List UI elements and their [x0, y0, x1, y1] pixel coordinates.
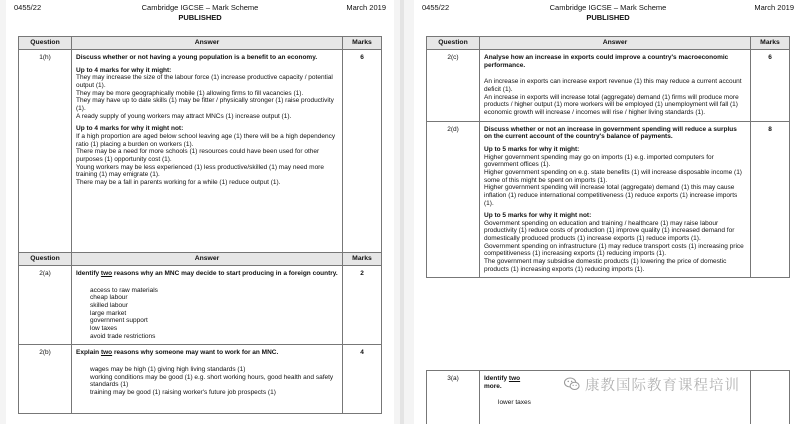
- mark-scheme-table-1h: [18, 36, 382, 257]
- answer-line: There may be a need for more schools (1) resources could have been used for other purposes (1) opportunity cost (1).: [76, 148, 320, 163]
- answer-cell: [72, 266, 343, 345]
- question-post: more.: [484, 382, 502, 390]
- question-post: reasons why someone may want to work for an MNC.: [112, 349, 279, 357]
- marks-value: 6: [343, 50, 382, 257]
- answer-line: They may be more geographically mobile (1) allowing firms to fill vacancies (1).: [76, 89, 304, 97]
- question-text: Discuss whether or not an increase in government spending will reduce a surplus on the current account of the country's balance of payments.: [484, 125, 737, 141]
- question-emphasis: two: [100, 270, 113, 278]
- list-item: government support: [90, 317, 148, 325]
- list-item: large market: [90, 309, 127, 317]
- question-emphasis: two: [100, 349, 113, 357]
- header-center: [422, 3, 794, 22]
- question-number: 1(h): [19, 50, 72, 257]
- list-item: cheap labour: [90, 294, 128, 302]
- col-answer: Answer: [480, 37, 751, 50]
- question-number: 2(d): [427, 121, 480, 278]
- mark-scheme-table-2a: [18, 252, 382, 414]
- list-item: access to raw materials: [90, 286, 158, 294]
- answer-line: An increase in exports can increase export revenue (1) this may reduce a current account deficit (1).: [484, 78, 742, 93]
- wechat-icon: [563, 375, 581, 393]
- answer-line: The government may subsidise domestic products (1) lowering the price of domestic products (1) increasing exports (1) reducing imports (1).: [484, 258, 727, 273]
- table-row: [427, 121, 790, 278]
- marks-value: 2: [343, 266, 382, 345]
- question-pre: Explain: [76, 349, 101, 357]
- table-header-row: [427, 37, 790, 50]
- list-item: lower taxes: [498, 399, 531, 407]
- col-marks: Marks: [343, 253, 382, 266]
- table-row: [19, 266, 382, 345]
- marks-value: 6: [751, 50, 790, 122]
- question-pre: Identify: [76, 270, 101, 278]
- table-row: [19, 50, 382, 257]
- question-text: Analyse how an increase in exports could improve a country's macroeconomic performance.: [484, 54, 729, 69]
- watermark: [563, 373, 795, 395]
- marks-value: 8: [751, 121, 790, 278]
- subheading: Up to 4 marks for why it might:: [76, 66, 172, 74]
- answer-cell: [480, 50, 751, 122]
- table-row: [19, 345, 382, 414]
- question-number: 2(c): [427, 50, 480, 122]
- answer-line: Government spending on infrastructure (1) may reduce transport costs (1) increasing price competitiveness (1) increasing exports (1) reducing imports (1).: [484, 242, 744, 258]
- list-item: low taxes: [90, 324, 118, 332]
- page-header: [422, 3, 794, 27]
- answer-cell: [72, 345, 343, 414]
- col-answer: Answer: [72, 253, 343, 266]
- list-item: wages may be high (1) giving high living standards (1): [90, 365, 246, 373]
- answer-line: An increase in exports will increase total (aggregate) demand (1) firms will produce more products / higher output (1) more workers will be employed (1) unemployment will fall (1) economic growth will increase / incomes will rise / higher living standards (1).: [484, 93, 739, 116]
- col-marks: Marks: [343, 37, 382, 50]
- list-item: working conditions may be good (1) e.g. short working hours, good health and safety standards (1): [90, 373, 334, 389]
- list-item: skilled labour: [90, 301, 128, 309]
- header-title: Cambridge IGCSE – Mark Scheme: [141, 3, 259, 12]
- col-question: Question: [19, 253, 72, 266]
- answer-line: Higher government spending will increase total (aggregate) demand (1) this may cause inflation (1) reduce international competitiveness (1) reduce exports (1) increase imports (1).: [484, 184, 738, 207]
- table-header-row: [19, 37, 382, 50]
- watermark-text: 康教国际教育课程培训: [585, 377, 740, 394]
- answer-line: Higher government spending may go on imports (1) e.g. imported computers for government offices (1).: [484, 153, 714, 169]
- header-published: PUBLISHED: [178, 13, 222, 22]
- question-text: [76, 349, 338, 357]
- answer-line: Young workers may be less experienced (1) less productive/skilled (1) may need more training (1) may emigrate (1).: [76, 163, 324, 179]
- page-right: [414, 0, 800, 424]
- syllabus-code: 0455/22: [422, 3, 450, 12]
- subheading: Up to 5 marks for why it might:: [484, 145, 580, 153]
- answer-line: They may have up to date skills (1) may be fitter / physically stronger (1) raise productivity (1).: [76, 97, 334, 112]
- marks-value: 4: [343, 345, 382, 414]
- page-divider: [400, 0, 404, 424]
- exam-date: March 2019: [346, 3, 386, 12]
- answer-cell: [72, 50, 343, 257]
- question-text: Discuss whether or not having a young population is a benefit to an economy.: [76, 54, 318, 62]
- page-header: [14, 3, 386, 27]
- col-answer: Answer: [72, 37, 343, 50]
- col-question: Question: [19, 37, 72, 50]
- col-marks: Marks: [751, 37, 790, 50]
- header-title: Cambridge IGCSE – Mark Scheme: [549, 3, 667, 12]
- subheading: Up to 5 marks for why it might not:: [484, 212, 592, 220]
- question-text: [76, 270, 338, 278]
- mark-scheme-table-2c: [426, 36, 790, 278]
- question-post: reasons why an MNC may decide to start producing in a foreign country.: [112, 270, 338, 278]
- answer-line: They may increase the size of the labour force (1) increase productive capacity / potential output (1).: [76, 74, 333, 89]
- list-item: training may be good (1) raising worker's future job prospects (1): [90, 388, 276, 396]
- question-number: 3(a): [427, 371, 480, 424]
- header-center: [14, 3, 386, 22]
- header-published: PUBLISHED: [586, 13, 630, 22]
- syllabus-code: 0455/22: [14, 3, 42, 12]
- list-item: avoid trade restrictions: [90, 332, 156, 340]
- answer-line: Higher government spending on e.g. state benefits (1) will increase disposable income (1) some of this might be spent on imports (1).: [484, 168, 742, 184]
- answer-line: A ready supply of young workers may attract MNCs (1) increase output (1).: [76, 112, 292, 120]
- answer-line: If a high proportion are aged below school leaving age (1) there will be a high dependency ratio (1) placing a burden on workers (1).: [76, 132, 336, 148]
- question-number: 2(b): [19, 345, 72, 414]
- question-pre: Identify: [484, 375, 509, 382]
- answer-line: Government spending on education and training / healthcare (1) may raise labour productivity (1) reduce costs of production (1) improve quality (1) increased demand for domestically produced products (1) increase exports (1) reduce imports (1).: [484, 219, 735, 243]
- table-header-row: [19, 253, 382, 266]
- answer-line: There may be a fall in parents working for a while (1) reduce output (1).: [76, 178, 281, 186]
- answer-cell: [480, 121, 751, 278]
- question-emphasis: two: [508, 375, 521, 382]
- table-row: [427, 50, 790, 122]
- page-left: [6, 0, 394, 424]
- subheading: Up to 4 marks for why it might not:: [76, 125, 184, 133]
- question-number: 2(a): [19, 266, 72, 345]
- exam-date: March 2019: [754, 3, 794, 12]
- col-question: Question: [427, 37, 480, 50]
